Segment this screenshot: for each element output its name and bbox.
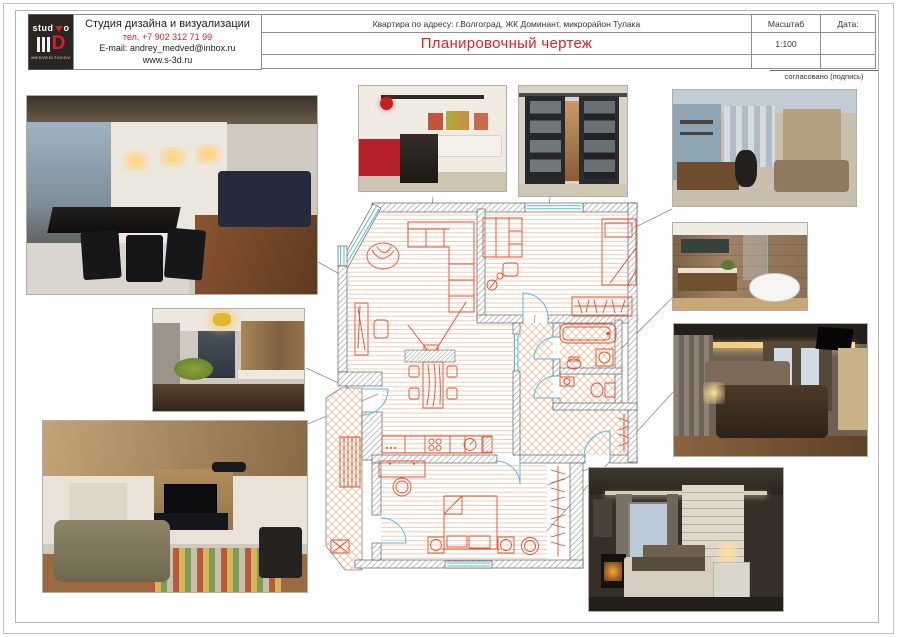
red-island-shape (359, 139, 400, 177)
daybed-shape (774, 160, 849, 192)
photo-shape (195, 144, 221, 164)
wall-art-shape (446, 111, 470, 130)
fire-glow-shape (604, 562, 622, 581)
photo-shape (584, 101, 614, 178)
wall-art-shape (593, 499, 612, 536)
logo-triangle-icon (55, 26, 63, 32)
empty-cell (820, 54, 876, 69)
logo-bottom-text: MEDVEDITCKOV (31, 55, 71, 60)
date-label: Дата: (820, 14, 876, 33)
title-block (28, 14, 878, 70)
door-panel-shape (525, 96, 565, 184)
project-address: Квартира по адресу: г.Волгоград, ЖК Доминант, микрорайон Тулака (261, 14, 752, 33)
logo-bars (37, 34, 66, 52)
scale-column (751, 14, 821, 70)
photo-shape (123, 151, 149, 171)
lamp-glow-shape (717, 542, 739, 564)
logo-word-end: o (63, 23, 70, 33)
studio-logo (28, 14, 74, 70)
studio-email: E-mail: andrey_medved@inbox.ru (99, 43, 236, 54)
studio-info-cell (73, 14, 262, 70)
studio-website: www.s-3d.ru (142, 54, 193, 65)
photo-shape (153, 323, 180, 386)
logo-bar-icon (42, 37, 45, 52)
mirror-shape (681, 239, 729, 253)
pendant-lamp-shape (380, 97, 393, 110)
logo-word-start: stud (32, 23, 54, 33)
floor-lamp-shape (212, 462, 246, 472)
drawing-title: Планировочный чертеж (261, 32, 752, 55)
chair-shape (735, 150, 757, 187)
photo-shape (673, 192, 856, 206)
photo-shape (241, 321, 304, 374)
logo-letter-d: D (51, 33, 66, 54)
date-value-empty (820, 32, 876, 55)
empty-row (261, 54, 752, 69)
photo-shape (400, 134, 438, 182)
studio-phone: тел. +7 902 312 71 99 (122, 32, 213, 42)
bathtub-shape (749, 273, 799, 301)
photo-shape (195, 215, 317, 294)
scale-label: Масштаб (751, 14, 821, 33)
shelf-shape (680, 132, 713, 135)
photo-shape (589, 597, 783, 611)
nightstand-shape (713, 562, 750, 601)
lamp-glow-shape (703, 382, 725, 404)
photo-shape (126, 235, 164, 283)
photo-shape (218, 171, 311, 226)
photo-shape (838, 348, 867, 430)
photo-shape (238, 370, 304, 379)
photo-shape (153, 384, 304, 411)
photo-shape (80, 229, 121, 279)
logo-bar-icon (37, 37, 40, 52)
shelf-shape (680, 120, 713, 123)
door-panel-shape (579, 96, 619, 184)
approval-signature-line: согласовано (подпись) (770, 70, 878, 81)
pendant-lamp-shape (213, 313, 231, 326)
render-photo-dining-zone (26, 95, 318, 295)
vanity-shape (678, 273, 737, 290)
photo-shape (27, 96, 317, 124)
blanket-shape (632, 557, 706, 571)
photo-shape (259, 527, 301, 578)
photo-shape (381, 95, 484, 98)
render-photo-study-room (672, 89, 857, 207)
render-photo-bedroom-night (588, 467, 784, 612)
logo-wordmark (33, 24, 70, 33)
studio-name: Студия дизайна и визуализации (85, 18, 250, 31)
fireplace-shape (601, 554, 626, 588)
sofa-shape (54, 520, 170, 582)
render-photo-dining-red (358, 85, 507, 192)
empty-cell (751, 54, 821, 69)
render-photo-bedroom-tv (673, 323, 868, 457)
date-column (820, 14, 876, 70)
bed-shape (716, 385, 828, 438)
tv-shape (164, 484, 216, 513)
map-wall-shape (783, 109, 842, 160)
photo-shape (519, 184, 627, 196)
sofa-shape (435, 135, 502, 157)
wall-art-shape (474, 113, 489, 130)
wall-art-shape (428, 113, 443, 130)
photo-shape (530, 101, 560, 178)
desk-shape (677, 162, 739, 190)
photo-shape (673, 223, 807, 235)
photo-shape (164, 227, 206, 280)
scale-value: 1:100 (751, 32, 821, 55)
render-photo-kitchen (152, 308, 305, 412)
project-column (261, 14, 752, 70)
plant-shape (721, 260, 734, 270)
photo-shape (160, 147, 186, 167)
logo-bar-icon (47, 37, 50, 52)
photo-shape (674, 436, 867, 456)
photo-shape (47, 207, 180, 233)
render-photo-bathroom (672, 222, 808, 311)
render-photo-living-room (42, 420, 308, 593)
render-photo-sliding-doors (518, 85, 628, 197)
